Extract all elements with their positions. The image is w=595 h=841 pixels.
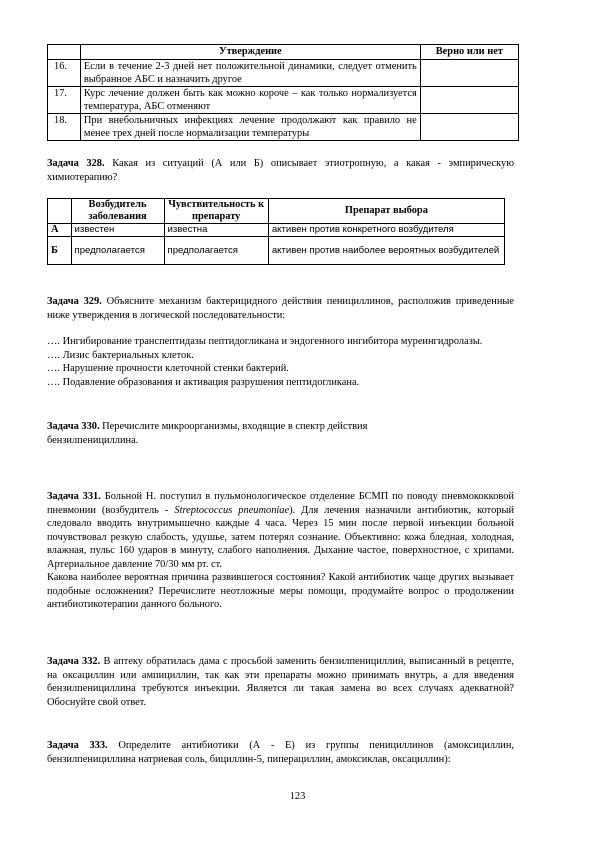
task-330: [47, 420, 447, 447]
page-number: 123: [289, 791, 306, 802]
task-label: Задача 330.: [47, 421, 100, 432]
row-number: 18.: [48, 114, 81, 141]
table-cell: известен: [71, 224, 164, 237]
list-item: …. Ингибирование транспептидазы пептидогликана и эндогенного ингибитора муреингидролазы.: [47, 336, 483, 347]
row-answer-cell: [420, 60, 518, 87]
task-332: [47, 655, 514, 709]
chemotherapy-table: [47, 198, 505, 265]
table-cell: предполагается: [164, 237, 268, 265]
table-row: [48, 87, 519, 114]
row-answer-cell: [420, 87, 518, 114]
table-row: [48, 114, 519, 141]
column-header-sensitivity: Чувствительность к препарату: [164, 199, 268, 224]
task-328: [47, 157, 514, 184]
list-item: …. Лизис бактериальных клеток.: [47, 349, 194, 361]
row-number: 17.: [48, 87, 81, 114]
task-text-continued: ). Для лечения назначили антибиотик, который следовало вводить внутримышечно каждые 4 часа. Через 15 мин после первой инъекции больной почувствовал резкую слабость, удушье, затем потерял сознание. Объективно: кожа бледная, холодная, влажная, пульс 160 ударов в минуту, слабого наполнения. Дыхание частое, поверхностное, с хрипами. Артериальное давление 70/30 мм рт. ст.: [47, 504, 514, 570]
list-item: …. Нарушение прочности клеточной стенки бактерий.: [47, 363, 289, 374]
column-header-pathogen: Возбудитель заболевания: [71, 199, 164, 224]
column-header-label: [48, 199, 72, 224]
task-label: Задача 332.: [47, 656, 101, 667]
list-item: …. Подавление образования и активация разрушения пептидогликана.: [47, 376, 360, 388]
table-cell: предполагается: [71, 237, 164, 265]
task-329: [47, 295, 514, 389]
task-331: [47, 490, 514, 612]
task-text: Определите антибиотики (А - Е) из группы пенициллинов (амоксициллин, бензилпенициллина натриевая соль, бициллин-5, пиперациллин, амоксиклав, оксациллин):: [47, 740, 514, 765]
table-header-row: [48, 199, 505, 224]
task-label: Задача 329.: [47, 296, 102, 307]
row-statement: Если в течение 2-3 дней нет положительной динамики, следует отменить выбранное АБС и назначить другое: [80, 60, 420, 87]
table-cell: активен против конкретного возбудителя: [268, 224, 504, 237]
row-statement: При внебольничных инфекциях лечение продолжают как правило не менее трех дней после нормализации температуры: [80, 114, 420, 141]
pathogen-name: Streptococcus pneumoniae: [174, 504, 290, 516]
statements-table: [47, 44, 519, 141]
task-text: Какая из ситуаций (А или Б) описывает этиотропную, а какая - эмпирическую химиотерапию?: [47, 158, 514, 183]
row-label: Б: [48, 237, 72, 265]
row-label: А: [48, 224, 72, 237]
table-cell: известна: [164, 224, 268, 237]
task-333: [47, 739, 514, 766]
task-text: Объясните механизм бактерицидного действия пенициллинов, расположив приведенные ниже утверждения в логической последовательности:: [47, 296, 514, 321]
column-header-true-false: Верно или нет: [420, 45, 518, 60]
task-text: В аптеку обратилась дама с просьбой заменить бензилпенициллин, выписанный в рецепте, на оксациллин или ампициллин, так как эти препараты можно принимать внутрь, а для введения бензилпенициллина требуются инъекции. Является ли такая замена во всех случаях адекватной? Обоснуйте свой ответ.: [47, 656, 514, 708]
task-label: Задача 328.: [47, 158, 105, 169]
row-statement: Курс лечение должен быть как можно короче – как только нормализуется температура, АБС отменяют: [80, 87, 420, 114]
task-label: Задача 333.: [47, 740, 108, 751]
column-header-number: [48, 45, 81, 60]
row-number: 16.: [48, 60, 81, 87]
task-questions: Какова наиболее вероятная причина развившегося состояния? Какой антибиотик чаще других вызывает подобные осложнения? Перечислите неотложные меры помощи, продумайте вопрос о продолжении антибиотикотерапии данного больного.: [47, 572, 514, 610]
row-answer-cell: [420, 114, 518, 141]
table-row: [48, 237, 505, 265]
table-header-row: [48, 45, 519, 60]
task-label: Задача 331.: [47, 491, 101, 502]
column-header-statement: Утверждение: [80, 45, 420, 60]
table-cell: активен против наиболее вероятных возбудителей: [268, 237, 504, 265]
table-row: [48, 224, 505, 237]
task-text: Перечислите микроорганизмы, входящие в спектр действия бензилпенициллина.: [47, 421, 368, 446]
task-text: Больной Н. поступил в пульмонологическое отделение БСМП по поводу пневмококковой пневмонии (возбудитель -: [47, 491, 514, 516]
column-header-drug-of-choice: Препарат выбора: [268, 199, 504, 224]
table-row: [48, 60, 519, 87]
